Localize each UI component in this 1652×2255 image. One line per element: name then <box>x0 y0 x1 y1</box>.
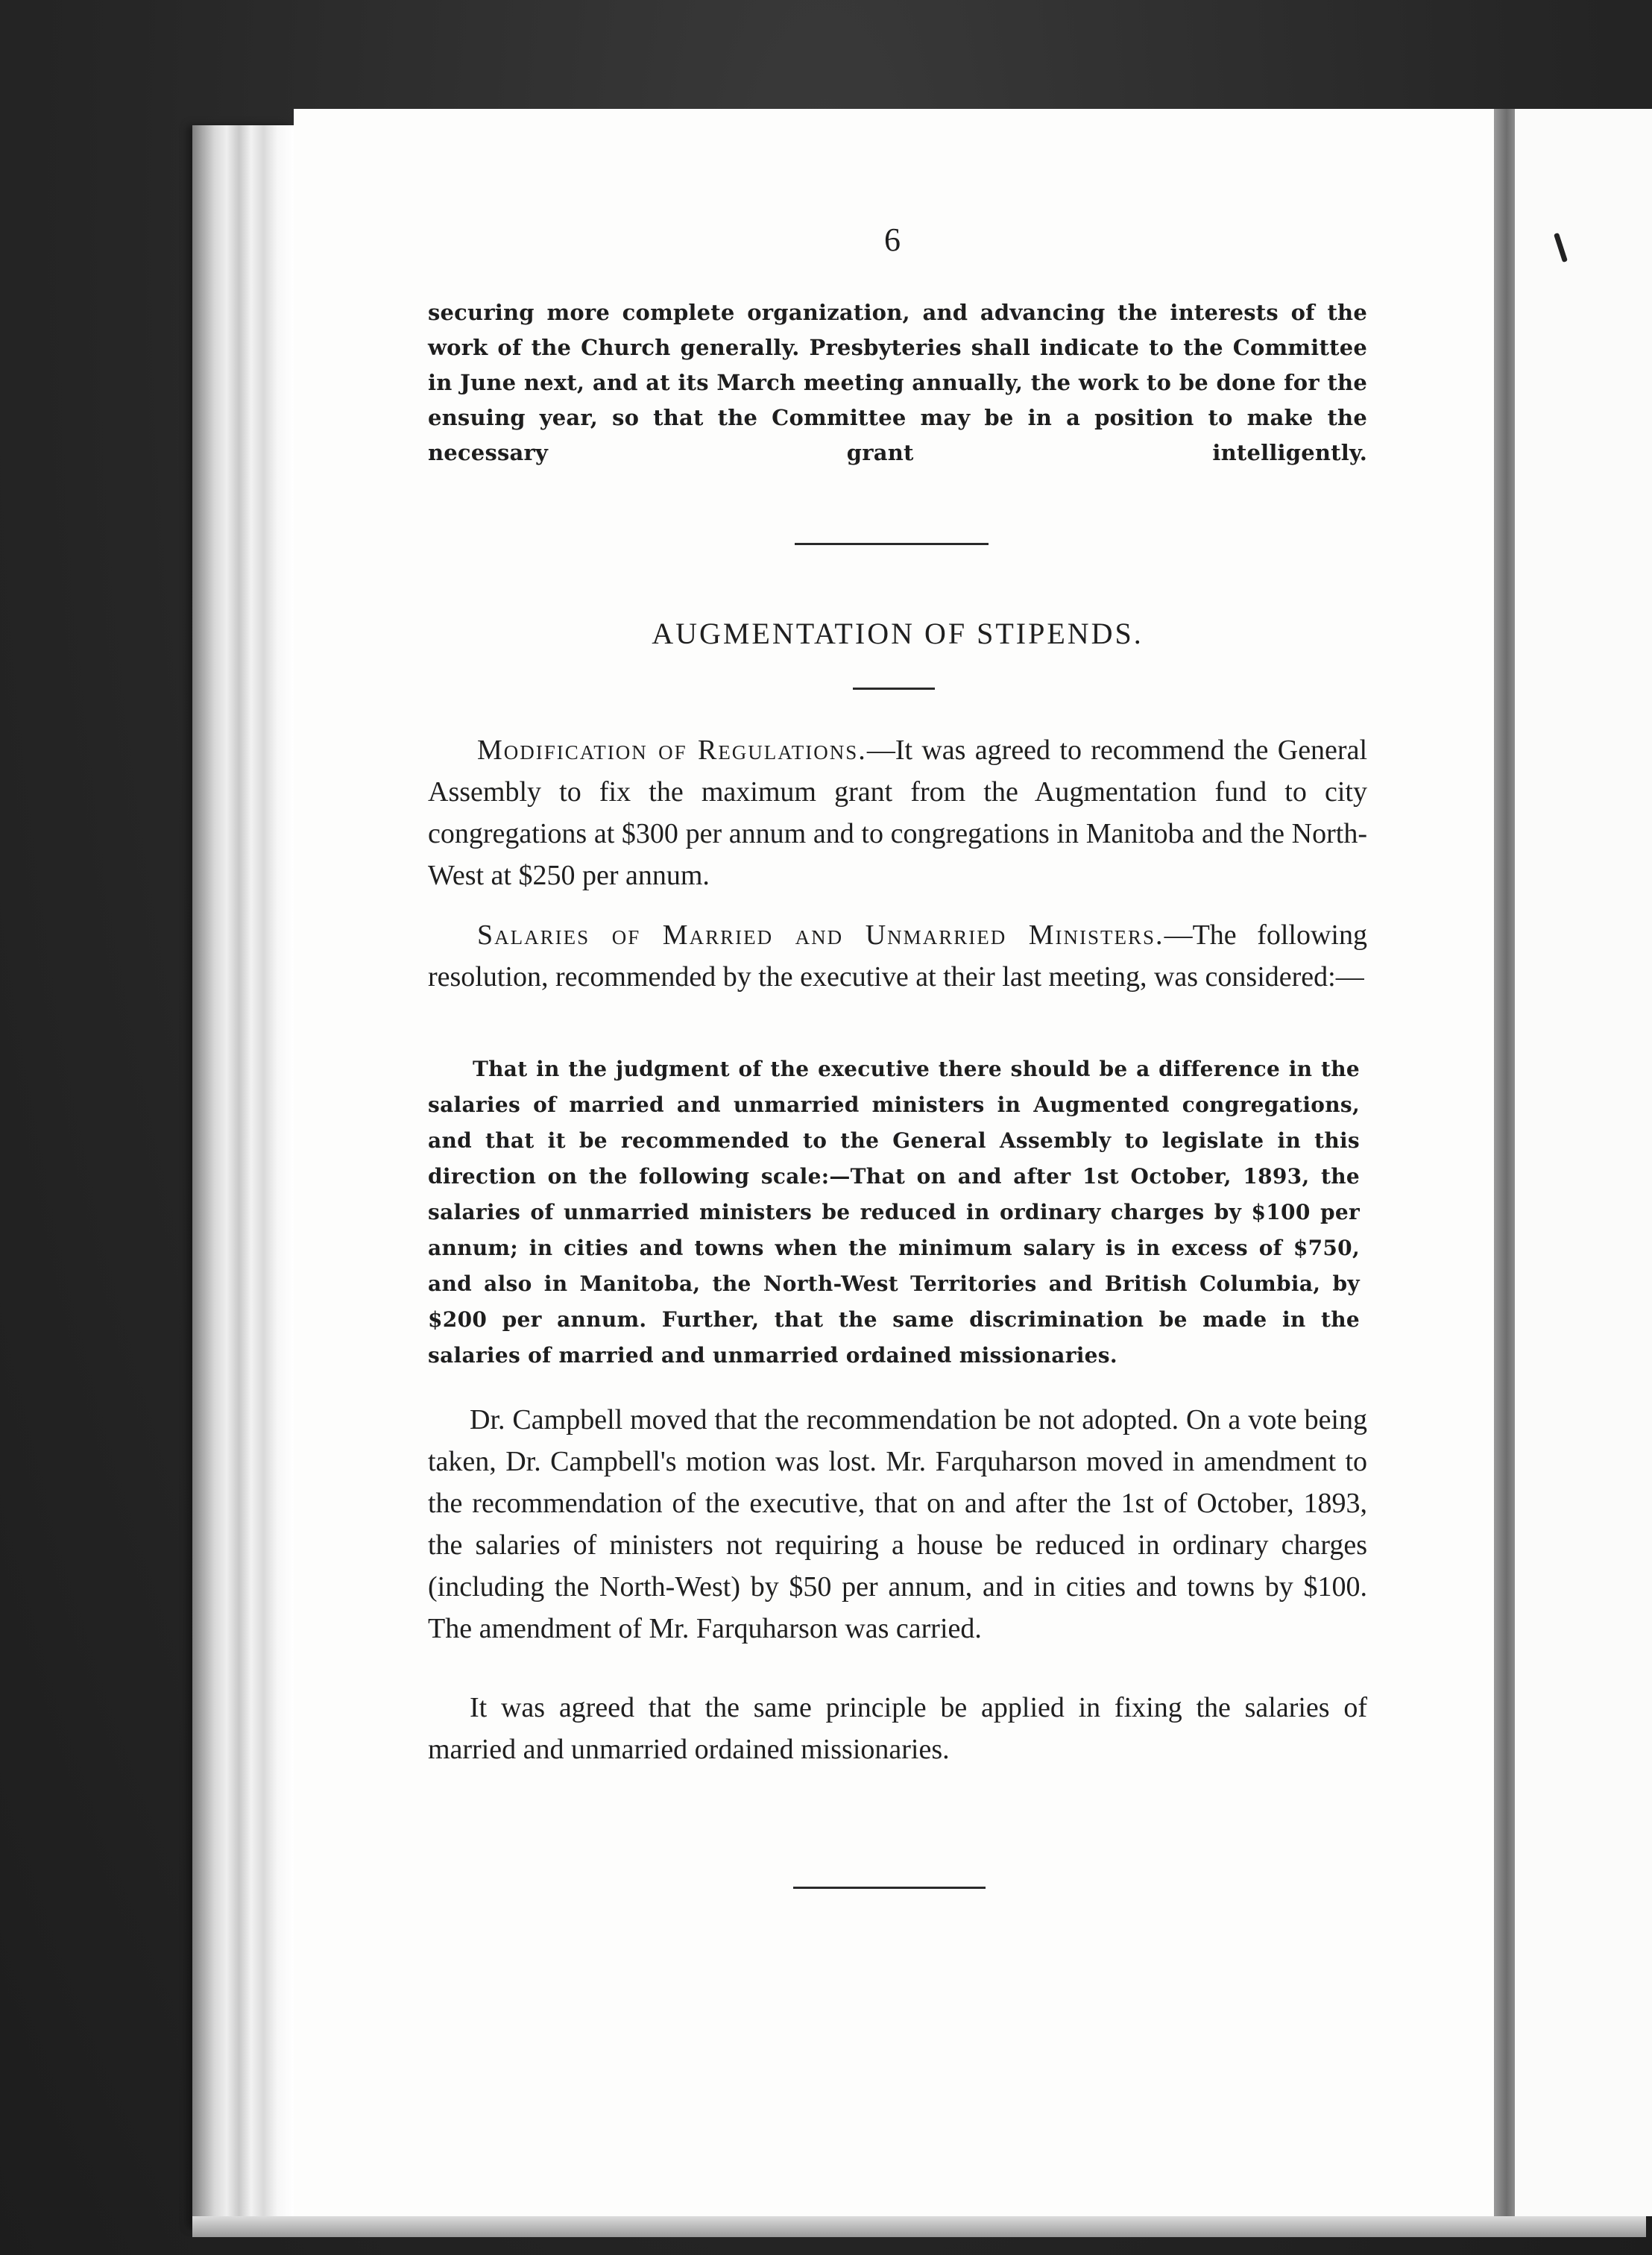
final-text: It was agreed that the same principle be applied in fixing the salaries of married and unmarried ordained missionaries. <box>428 1692 1367 1765</box>
section-title: AUGMENTATION OF STIPENDS. <box>652 617 1144 650</box>
final-paragraph <box>428 1687 1367 1770</box>
title-underline <box>853 688 935 690</box>
campbell-text: Dr. Campbell moved that the recommendation be not adopted. On a vote being taken, Dr. Campbell's motion was lost. Mr. Farquharson moved in amendment to the recommendation of the executive, that on and after the 1st of October, 1893, the salaries of ministers not requiring a house be reduced in ordinary charges (including the North-West) by $50 per annum, and in cities and towns by $100. The amendment of Mr. Farquharson was carried. <box>428 1404 1367 1644</box>
salaries-heading: Salaries of Married and Unmarried Ministers. <box>477 919 1164 951</box>
modification-text: —It was agreed to recommend the General Assembly to fix the maximum grant from the Augmentation fund to city congregations at $300 per annum and to congregations in Manitoba and the North-West at $250 per annum. <box>428 735 1368 891</box>
book-page-edges <box>192 125 294 2228</box>
resolution-quote <box>428 1051 1360 1374</box>
section-divider-top <box>795 543 989 545</box>
book-gutter <box>1494 109 1515 2216</box>
intro-paragraph: securing more complete organization, and advancing the interests of the work of the Church generally. Presbyteries shall indicate to the Committee in June next, and at its March meeting annually, the work to be done for the ensuing year, so that the Committee may be in a position to make the necessary grant intelligently. <box>428 300 1367 465</box>
page-number: 6 <box>884 221 901 258</box>
facing-page <box>1515 109 1652 2216</box>
closing-divider <box>793 1887 986 1889</box>
resolution-text: That in the judgment of the executive there should be a difference in the salaries of married and unmarried ministers in Augmented congregations, and that it be recommended to the General Assembly to legislate in this direction on the following scale:—That on and after 1st October, 1893, the salaries of unmarried ministers be reduced in ordinary charges by $100 per annum; in cities and towns when the minimum salary is in excess of $750, and also in Manitoba, the North-West Territories and British Columbia, by $200 per annum. Further, that the same discrimination be made in the salaries of married and unmarried ordained missionaries. <box>428 1057 1360 1368</box>
salaries-paragraph <box>428 914 1367 998</box>
book-bottom-edge <box>192 2216 1646 2237</box>
modification-heading: Modification of Regulations. <box>477 735 867 766</box>
campbell-paragraph <box>428 1399 1367 1649</box>
modification-paragraph <box>428 729 1367 896</box>
salaries-text: —The following resolution, recommended by the executive at their last meeting, was considered:— <box>428 919 1367 993</box>
